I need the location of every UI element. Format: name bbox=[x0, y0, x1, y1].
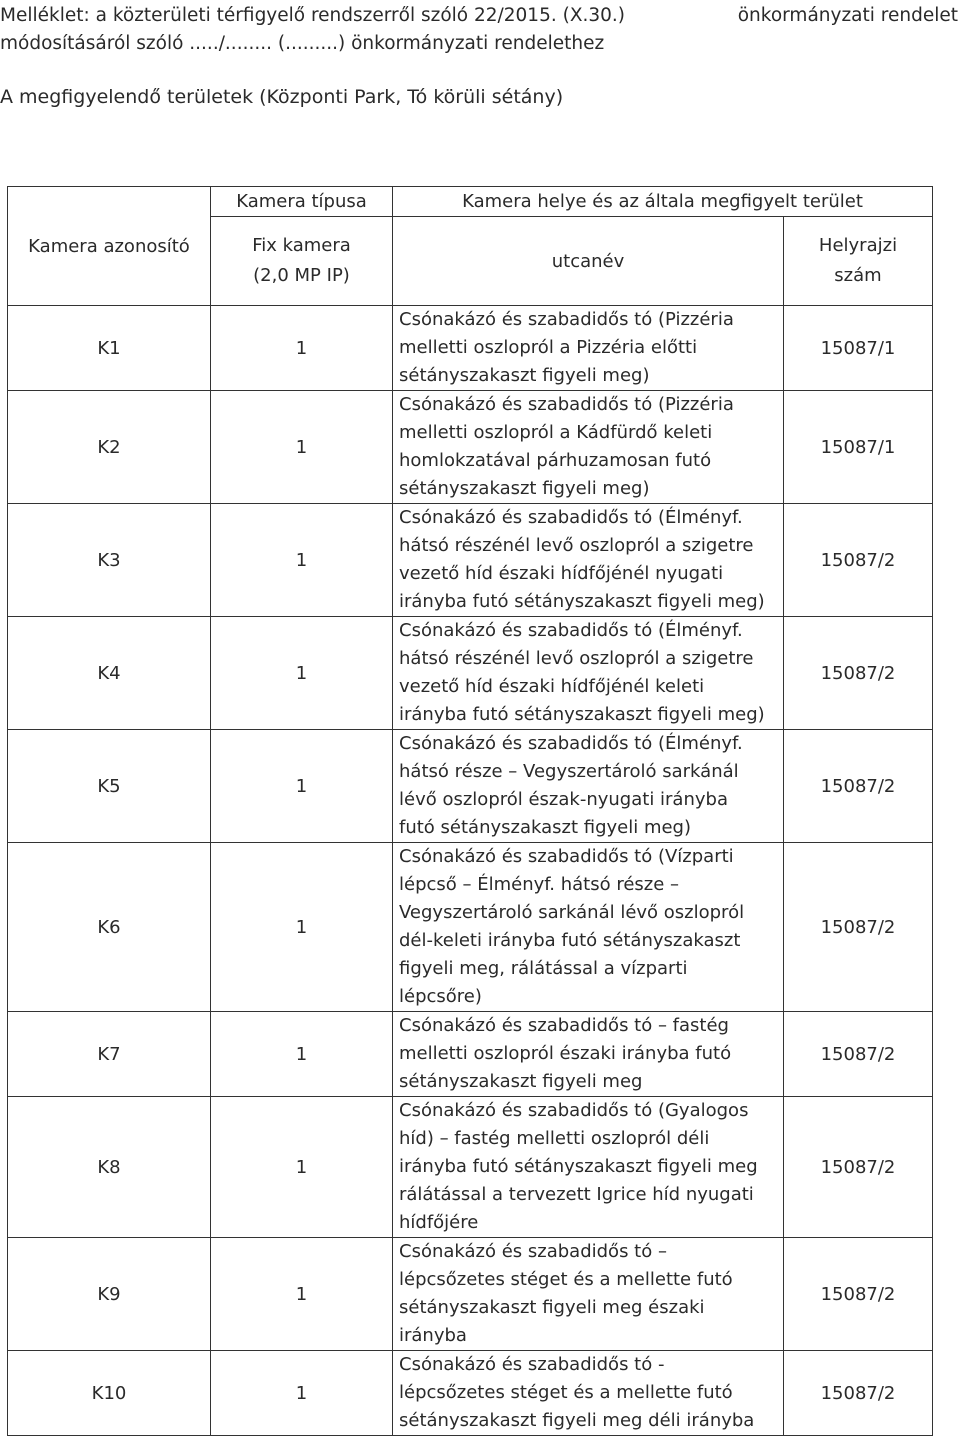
table-row bbox=[8, 843, 933, 1012]
lot-number-cell: 15087/1 bbox=[784, 306, 933, 391]
location-description-line: Csónakázó és szabadidős tó (Élményf. bbox=[399, 620, 743, 641]
location-description-line: sétányszakaszt figyeli meg) bbox=[399, 478, 650, 499]
lot-number-cell: 15087/1 bbox=[784, 391, 933, 504]
col-header-lot-number bbox=[784, 217, 933, 306]
location-description-line: hátsó részénél levő oszlopról a szigetre bbox=[399, 648, 754, 669]
fixed-camera-label: Fix kamera bbox=[252, 235, 351, 256]
lot-number-cell: 15087/2 bbox=[784, 1351, 933, 1436]
camera-count-cell: 1 bbox=[211, 1351, 393, 1436]
location-description-cell bbox=[393, 1238, 784, 1351]
location-description-line: vezető híd északi hídfőjénél nyugati bbox=[399, 563, 724, 584]
camera-count-cell: 1 bbox=[211, 306, 393, 391]
camera-id-cell: K7 bbox=[8, 1012, 211, 1097]
table-row bbox=[8, 617, 933, 730]
location-description-line: Csónakázó és szabadidős tó – bbox=[399, 1241, 667, 1262]
annex-title-right: önkormányzati rendelet bbox=[737, 5, 958, 26]
location-description-line: lévő oszlopról észak-nyugati irányba bbox=[399, 789, 728, 810]
annex-title-line-1 bbox=[0, 4, 958, 28]
location-description-line: irányba bbox=[399, 1325, 467, 1346]
location-description-cell bbox=[393, 1012, 784, 1097]
col-header-camera-type: Kamera típusa bbox=[211, 187, 393, 217]
table-row bbox=[8, 730, 933, 843]
location-description-line: melletti oszlopról a Kádfürdő keleti bbox=[399, 422, 713, 443]
camera-count-cell: 1 bbox=[211, 391, 393, 504]
annex-title-left: Melléklet: a közterületi térfigyelő rendszerről szóló 22/2015. (X.30.) bbox=[0, 5, 626, 26]
camera-count-cell: 1 bbox=[211, 1012, 393, 1097]
camera-count-cell: 1 bbox=[211, 730, 393, 843]
location-description-line: figyeli meg, rálátással a vízparti bbox=[399, 958, 688, 979]
location-description-line: homlokzatával párhuzamosan futó bbox=[399, 450, 712, 471]
location-description-line: hátsó része – Vegyszertároló sarkánál bbox=[399, 761, 739, 782]
lot-number-cell: 15087/2 bbox=[784, 730, 933, 843]
location-description-line: Csónakázó és szabadidős tó (Élményf. bbox=[399, 733, 743, 754]
location-description-line: sétányszakaszt figyeli meg bbox=[399, 1071, 643, 1092]
camera-id-cell: K6 bbox=[8, 843, 211, 1012]
lot-number-cell: 15087/2 bbox=[784, 1097, 933, 1238]
camera-count-cell: 1 bbox=[211, 843, 393, 1012]
location-description-line: Csónakázó és szabadidős tó (Pizzéria bbox=[399, 394, 734, 415]
location-description-line: futó sétányszakaszt figyeli meg) bbox=[399, 817, 692, 838]
col-header-fixed-camera bbox=[211, 217, 393, 306]
lot-number-cell: 15087/2 bbox=[784, 1238, 933, 1351]
camera-id-cell: K4 bbox=[8, 617, 211, 730]
location-description-line: lépcső – Élményf. hátsó része – bbox=[399, 874, 680, 895]
camera-count-cell: 1 bbox=[211, 1238, 393, 1351]
location-description-line: hídfőjére bbox=[399, 1212, 479, 1233]
table-row bbox=[8, 504, 933, 617]
location-description-line: Csónakázó és szabadidős tó (Vízparti bbox=[399, 846, 734, 867]
location-description-line: lépcsőzetes stéget és a mellette futó bbox=[399, 1382, 733, 1403]
table-row bbox=[8, 1238, 933, 1351]
col-header-street-name: utcanév bbox=[393, 217, 784, 306]
location-description-line: hátsó részénél levő oszlopról a szigetre bbox=[399, 535, 754, 556]
location-description-line: Csónakázó és szabadidős tó (Pizzéria bbox=[399, 309, 734, 330]
location-description-cell bbox=[393, 306, 784, 391]
location-description-line: melletti oszlopról a Pizzéria előtti bbox=[399, 337, 698, 358]
col-header-camera-location: Kamera helye és az általa megfigyelt terület bbox=[393, 187, 933, 217]
location-description-line: lépcsőzetes stéget és a mellette futó bbox=[399, 1269, 733, 1290]
location-description-cell bbox=[393, 1097, 784, 1238]
location-description-cell bbox=[393, 1351, 784, 1436]
location-description-line: rálátással a tervezett Igrice híd nyugati bbox=[399, 1184, 754, 1205]
lot-number-label-2: szám bbox=[834, 265, 882, 286]
camera-table bbox=[7, 186, 933, 1436]
location-description-line: Csónakázó és szabadidős tó (Élményf. bbox=[399, 507, 743, 528]
table-row bbox=[8, 391, 933, 504]
camera-id-cell: K5 bbox=[8, 730, 211, 843]
lot-number-cell: 15087/2 bbox=[784, 504, 933, 617]
lot-number-label-1: Helyrajzi bbox=[818, 235, 898, 256]
annex-title-line-2: módosításáról szóló ...../........ (.........) önkormányzati rendelethez bbox=[0, 33, 605, 54]
camera-count-cell: 1 bbox=[211, 617, 393, 730]
location-description-cell bbox=[393, 391, 784, 504]
table-row bbox=[8, 1351, 933, 1436]
camera-id-cell: K9 bbox=[8, 1238, 211, 1351]
col-header-camera-id: Kamera azonosító bbox=[8, 187, 211, 306]
location-description-line: Vegyszertároló sarkánál lévő oszlopról bbox=[399, 902, 745, 923]
table-row bbox=[8, 306, 933, 391]
camera-id-cell: K2 bbox=[8, 391, 211, 504]
camera-id-cell: K8 bbox=[8, 1097, 211, 1238]
camera-count-cell: 1 bbox=[211, 504, 393, 617]
camera-id-cell: K1 bbox=[8, 306, 211, 391]
location-description-line: híd) – fastég melletti oszlopról déli bbox=[399, 1128, 710, 1149]
location-description-cell bbox=[393, 843, 784, 1012]
location-description-line: irányba futó sétányszakaszt figyeli meg bbox=[399, 1156, 758, 1177]
location-description-line: lépcsőre) bbox=[399, 986, 482, 1007]
location-description-line: sétányszakaszt figyeli meg déli irányba bbox=[399, 1410, 755, 1431]
camera-count-cell: 1 bbox=[211, 1097, 393, 1238]
location-description-line: vezető híd északi hídfőjénél keleti bbox=[399, 676, 705, 697]
table-row bbox=[8, 1097, 933, 1238]
lot-number-cell: 15087/2 bbox=[784, 843, 933, 1012]
fixed-camera-spec: (2,0 MP IP) bbox=[253, 265, 350, 286]
section-subtitle: A megfigyelendő területek (Központi Park, Tó körüli sétány) bbox=[0, 86, 564, 108]
location-description-cell bbox=[393, 504, 784, 617]
location-description-cell bbox=[393, 730, 784, 843]
table-row bbox=[8, 1012, 933, 1097]
lot-number-cell: 15087/2 bbox=[784, 1012, 933, 1097]
location-description-line: dél-keleti irányba futó sétányszakaszt bbox=[399, 930, 741, 951]
camera-id-cell: K3 bbox=[8, 504, 211, 617]
location-description-line: Csónakázó és szabadidős tó - bbox=[399, 1354, 665, 1375]
camera-id-cell: K10 bbox=[8, 1351, 211, 1436]
location-description-line: sétányszakaszt figyeli meg északi bbox=[399, 1297, 705, 1318]
location-description-line: Csónakázó és szabadidős tó (Gyalogos bbox=[399, 1100, 749, 1121]
location-description-line: Csónakázó és szabadidős tó – fastég bbox=[399, 1015, 729, 1036]
location-description-line: irányba futó sétányszakaszt figyeli meg) bbox=[399, 704, 765, 725]
location-description-line: sétányszakaszt figyeli meg) bbox=[399, 365, 650, 386]
location-description-line: melletti oszlopról északi irányba futó bbox=[399, 1043, 732, 1064]
location-description-line: irányba futó sétányszakaszt figyeli meg) bbox=[399, 591, 765, 612]
lot-number-cell: 15087/2 bbox=[784, 617, 933, 730]
location-description-cell bbox=[393, 617, 784, 730]
